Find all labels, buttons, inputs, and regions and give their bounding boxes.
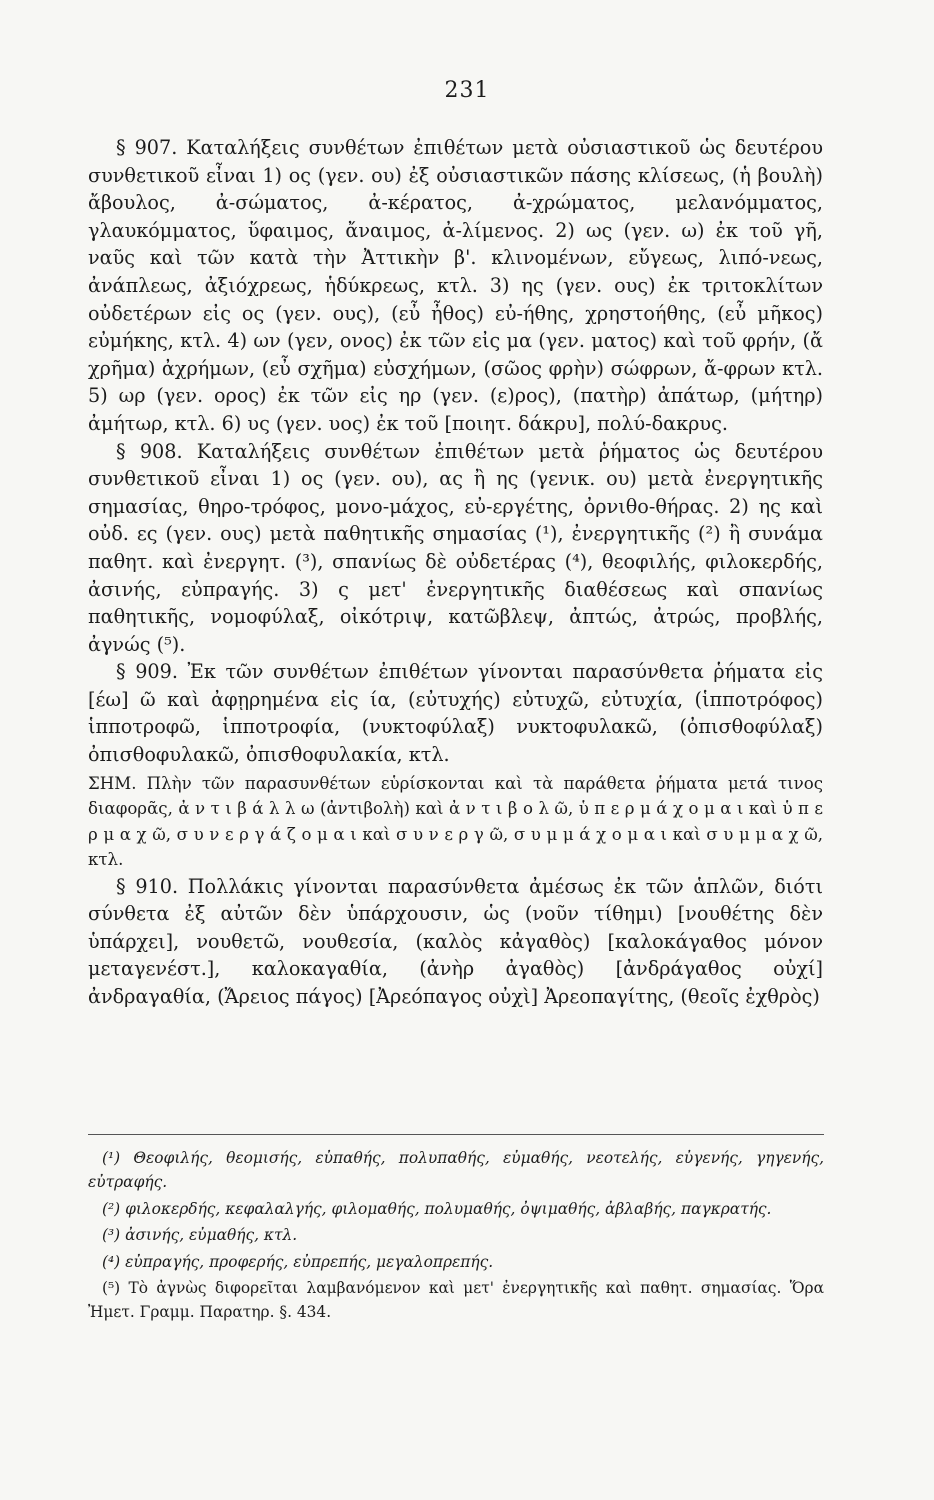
footnotes — [88, 1146, 824, 1327]
paragraph-908: § 908. Καταλήξεις συνθέτων ἐπιθέτων μετὰ ῥήματος ὡς δευτέρου συνθετικοῦ εἶναι 1) ος (γεν. ου), ας ἢ ης (γενικ. ου) μετὰ ἐνεργητικῆς σημασίας, θηρο-τρόφος, μονο-μάχος, εὐ-εργέτης, ὀρνιθο-θήρας. 2) ης καὶ οὐδ. ες (γεν. ους) μετὰ παθητικῆς σημασίας (¹), ἐνεργητικῆς (²) ἢ συνάμα παθητ. καὶ ἐνεργητ. (³), σπανίως δὲ οὐδετέρας (⁴), θεοφιλής, φιλοκερδής, ἀσινής, εὐπραγής. 3) ς μετ' ἐνεργητικῆς διαθέσεως καὶ σπανίως παθητικῆς, νομοφύλαξ, οἰκότριψ, κατῶβλεψ, ἀπτώς, ἀτρώς, προβλής, ἀγνώς (⁵). — [88, 439, 823, 656]
footnote-divider — [88, 1134, 824, 1135]
footnote-2: (²) φιλοκερδής, κεφαλαλγής, φιλομαθής, πολυμαθής, ὀψιμαθής, ἀβλαβής, παγκρατής. — [102, 1199, 772, 1218]
footnote-3: (³) ἀσινής, εὐμαθής, κτλ. — [102, 1226, 298, 1245]
note-paragraph: ΣΗΜ. Πλὴν τῶν παρασυνθέτων εὑρίσκονται καὶ τὰ παράθετα ῥήματα μετά τινος διαφορᾶς, ἀ ν τ ι β ά λ λ ω (ἀντιβολὴ) καὶ ἀ ν τ ι β ο λ ῶ, ὑ π ε ρ μ ά χ ο μ α ι καὶ ὑ π ε ρ μ α χ ῶ, σ υ ν ε ρ γ ά ζ ο μ α ι καὶ σ υ ν ε ρ γ ῶ, σ υ μ μ ά χ ο μ α ι καὶ σ υ μ μ α χ ῶ, κτλ. — [88, 773, 823, 870]
main-text — [88, 134, 823, 1011]
paragraph-907: § 907. Καταλήξεις συνθέτων ἐπιθέτων μετὰ οὐσιαστικοῦ ὡς δευτέρου συνθετικοῦ εἶναι 1) ος (γεν. ου) ἐξ οὐσιαστικῶν πάσης κλίσεως, (ἡ βουλὴ) ἄβουλος, ἀ-σώματος, ἀ-κέρατος, ἀ-χρώματος, μελανόμματος, γλαυκόμματος, ὕφαιμος, ἄναιμος, ἀ-λίμενος. 2) ως (γεν. ω) ἐκ τοῦ γῆ, ναῦς καὶ τῶν κατὰ τὴν Ἀττικὴν β'. κλινομένων, εὔγεως, λιπό-νεως, ἀνάπλεως, ἀξιόχρεως, ἡδύκρεως, κτλ. 3) ης (γεν. ους) ἐκ τριτοκλίτων οὐδετέρων εἰς ος (γεν. ους), (εὖ ἦθος) εὐ-ήθης, χρηστοήθης, (εὖ μῆκος) εὐμήκης, κτλ. 4) ων (γεν, ονος) ἐκ τῶν εἰς μα (γεν. ματος) καὶ τοῦ φρήν, (ἄ χρῆμα) ἀχρήμων, (εὖ σχῆμα) εὐσχήμων, (σῶος φρὴν) σώφρων, ἄ-φρων κτλ. 5) ωρ (γεν. ορος) ἐκ τῶν εἰς ηρ (γεν. (ε)ρος), (πατὴρ) ἀπάτωρ, (μήτηρ) ἀμήτωρ, κτλ. 6) υς (γεν. υος) ἐκ τοῦ [ποιητ. δάκρυ], πολύ-δακρυς. — [88, 136, 823, 435]
paragraph-909: § 909. Ἐκ τῶν συνθέτων ἐπιθέτων γίνονται παρασύνθετα ῥήματα εἰς [έω] ῶ καὶ ἀφῃρημένα εἰς ία, (εὐτυχής) εὐτυχῶ, εὐτυχία, (ἱπποτρόφος) ἱπποτροφῶ, ἱπποτροφία, (νυκτοφύλαξ) νυκτοφυλακῶ, (ὀπισθοφύλαξ) ὀπισθοφυλακῶ, ὀπισθοφυλακία, κτλ. — [88, 660, 823, 767]
footnote-1: (¹) Θεοφιλής, θεομισής, εὐπαθής, πολυπαθής, εὐμαθής, νεοτελής, εὐγενής, γηγενής, εὐτραφής. — [88, 1149, 824, 1192]
paragraph-910: § 910. Πολλάκις γίνονται παρασύνθετα ἀμέσως ἐκ τῶν ἁπλῶν, διότι σύνθετα ἐξ αὐτῶν δὲν ὑπάρχουσιν, ὡς (νοῦν τίθημι) [νουθέτης δὲν ὑπάρχει], νουθετῶ, νουθεσία, (καλὸς κἀγαθὸς) [καλοκάγαθος μόνον μεταγενέστ.], καλοκαγαθία, (ἀνὴρ ἀγαθὸς) [ἀνδράγαθος οὐχί] ἀνδραγαθία, (Ἄρειος πάγος) [Ἀρεόπαγος οὐχὶ] Ἀρεοπαγίτης, (θεοῖς ἐχθρὸς) — [88, 874, 823, 1009]
footnote-5: (⁵) Τὸ ἀγνὼς διφορεῖται λαμβανόμενον καὶ μετ' ἐνεργητικῆς καὶ παθητ. σημασίας. Ὅρα Ἠμετ. Γραμμ. Παρατηρ. §. 434. — [88, 1279, 824, 1322]
footnote-4: (⁴) εὐπραγής, προφερής, εὐπρεπής, μεγαλοπρεπής. — [102, 1252, 494, 1271]
page-number: 231 — [444, 78, 490, 103]
